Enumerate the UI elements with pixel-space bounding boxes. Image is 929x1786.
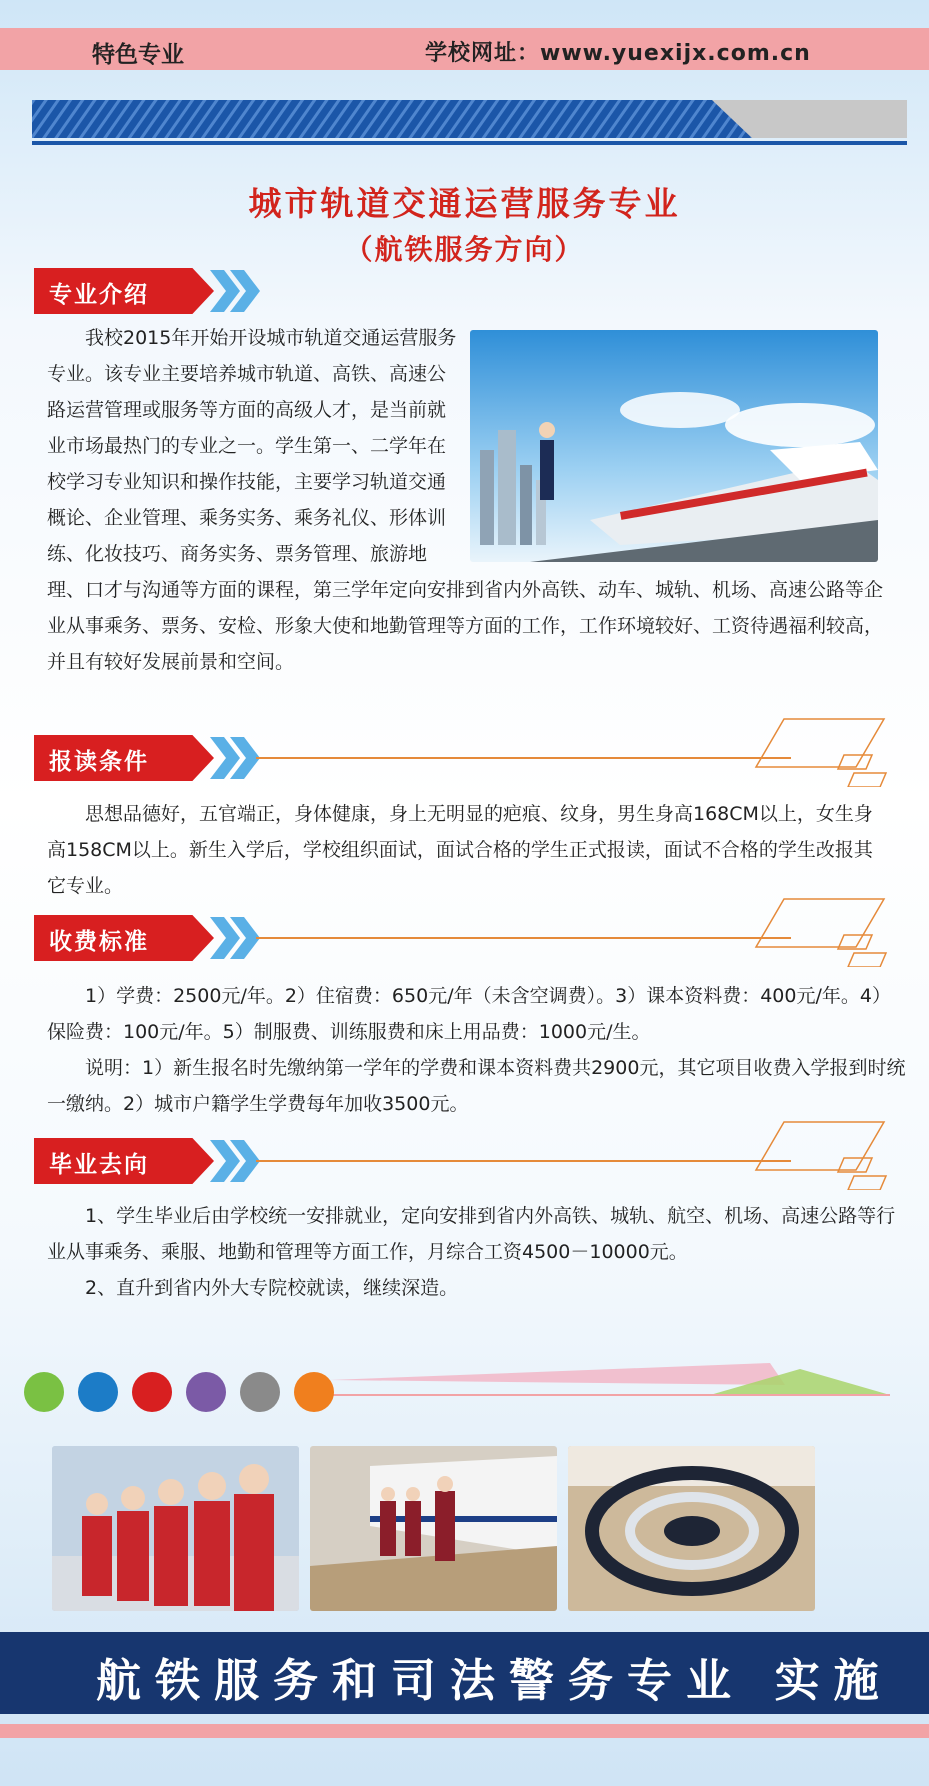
- intro-text: 我校2015年开始开设城市轨道交通运营服务专业。该专业主要培养城市轨道、高铁、高速公路运营管理或服务等方面的高级人才，是当前就业市场最热门的专业之一。学生第一、二学年在校学习专业知识和操作技能，主要学习轨道交通概论、企业管理、乘务实务、乘务礼仪、形体训练、化妆技巧、商务实务、票务管理、旅游地理、口才与沟通等方面的课程，第三学年定向安排到省内外高铁、动车、城轨、机场、高速公路等企业从事乘务、票务、安检、形象大使和地勤管理等方面的工作，工作环境较好、工资待遇福利较高，并且有较好发展前景和空间。: [47, 327, 884, 673]
- page-title: 城市轨道交通运营服务专业: [248, 184, 681, 223]
- color-dot: [186, 1372, 226, 1412]
- career-line-2: 2、直升到省内外大专院校就读，继续深造。: [85, 1277, 459, 1299]
- parallelogram-decoration-icon: [754, 897, 894, 967]
- bottom-banner-text: 航铁服务和司法警务专业 实施: [96, 1654, 893, 1707]
- color-dot: [24, 1372, 64, 1412]
- career-paragraph: [47, 1198, 909, 1306]
- bottom-pink-strip: [0, 1724, 929, 1738]
- section-divider: [256, 757, 791, 759]
- color-dot: [132, 1372, 172, 1412]
- feature-label: 特色专业: [92, 42, 184, 68]
- parallelogram-decoration-icon: [754, 1120, 894, 1190]
- section-heading: 报读条件: [49, 749, 149, 775]
- section-divider: [256, 937, 791, 939]
- top-bar: [0, 28, 929, 70]
- fees-paragraph: [47, 978, 909, 1122]
- decorative-triangles: [330, 1355, 929, 1455]
- section-header-career: [34, 1138, 894, 1184]
- fees-line-1: 1）学费：2500元/年。2）住宿费：650元/年（未含空调费）。3）课本资料费：400元/年。4）保险费：100元/年。5）制服费、训练服费和床上用品费：1000元/生。: [47, 985, 891, 1043]
- admission-text: 思想品德好，五官端正，身体健康，身上无明显的疤痕、纹身，男生身高168CM以上，女生身高158CM以上。新生入学后，学校组织面试，面试合格的学生正式报读，面试不合格的学生改报其它专业。: [47, 803, 873, 897]
- intro-paragraph: [47, 320, 889, 680]
- chevron-right-icon: [206, 268, 266, 314]
- section-header-fees: [34, 915, 894, 961]
- fees-line-2: 说明：1）新生报名时先缴纳第一学年的学费和课本资料费共2900元，其它项目收费入学报到时统一缴纳。2）城市户籍学生学费每年加收3500元。: [47, 1057, 906, 1115]
- admission-paragraph: [47, 796, 889, 904]
- dance-formation-photo: [568, 1446, 815, 1611]
- school-website[interactable]: 学校网址：www.yuexijx.com.cn: [425, 41, 811, 66]
- train-crew-photo: [310, 1446, 557, 1611]
- photo-spacer: [457, 320, 889, 572]
- section-divider: [256, 1160, 791, 1162]
- section-heading: 专业介绍: [49, 282, 149, 308]
- decorative-stripe: [32, 100, 907, 146]
- color-dot: [294, 1372, 334, 1412]
- section-heading: 收费标准: [49, 929, 149, 955]
- color-dot: [78, 1372, 118, 1412]
- career-line-1: 1、学生毕业后由学校统一安排就业，定向安排到省内外高铁、城轨、航空、机场、高速公路等行业从事乘务、乘服、地勤和管理等方面工作，月综合工资4500－10000元。: [47, 1205, 896, 1263]
- parallelogram-decoration-icon: [754, 717, 894, 787]
- bottom-banner: [0, 1632, 929, 1714]
- section-header-intro: [34, 268, 894, 314]
- page-subtitle: （航铁服务方向）: [344, 233, 585, 266]
- attendants-photo: [52, 1446, 299, 1611]
- color-dot: [240, 1372, 280, 1412]
- section-heading: 毕业去向: [49, 1152, 149, 1178]
- section-header-admission: [34, 735, 894, 781]
